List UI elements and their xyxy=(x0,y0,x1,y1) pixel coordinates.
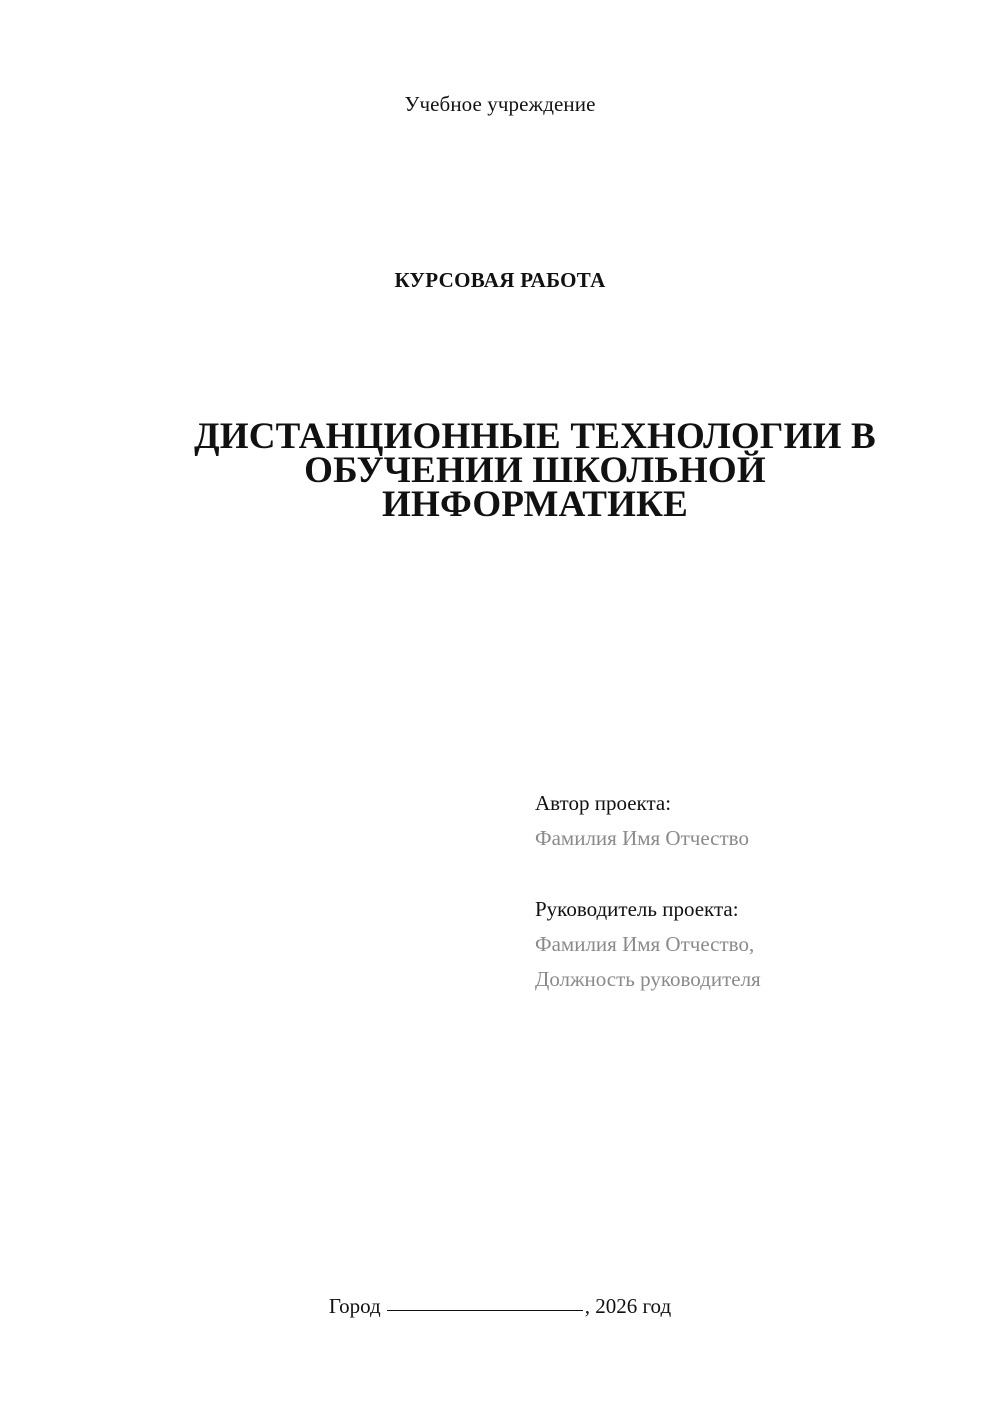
supervisor-position-placeholder: Должность руководителя xyxy=(535,967,761,991)
city-year-line xyxy=(0,1290,1000,1319)
title-line-1: ДИСТАНЦИОННЫЕ ТЕХНОЛОГИИ В xyxy=(194,416,876,457)
work-type-heading: КУРСОВАЯ РАБОТА xyxy=(394,268,606,292)
author-block xyxy=(535,786,975,856)
supervisor-block xyxy=(535,892,975,997)
supervisor-label: Руководитель проекта: xyxy=(535,897,739,921)
city-label: Город xyxy=(328,1294,381,1318)
institution-name: Учебное учреждение xyxy=(404,92,596,116)
author-label: Автор проекта: xyxy=(535,791,672,815)
author-name-placeholder: Фамилия Имя Отчество xyxy=(535,826,749,850)
title-line-2: ОБУЧЕНИИ ШКОЛЬНОЙ xyxy=(304,450,766,491)
year-text: , 2026 год xyxy=(584,1294,672,1318)
title-line-3: ИНФОРМАТИКЕ xyxy=(381,484,689,525)
document-title xyxy=(130,416,940,525)
city-blank-line xyxy=(387,1288,583,1311)
supervisor-name-placeholder: Фамилия Имя Отчество, xyxy=(535,932,755,956)
